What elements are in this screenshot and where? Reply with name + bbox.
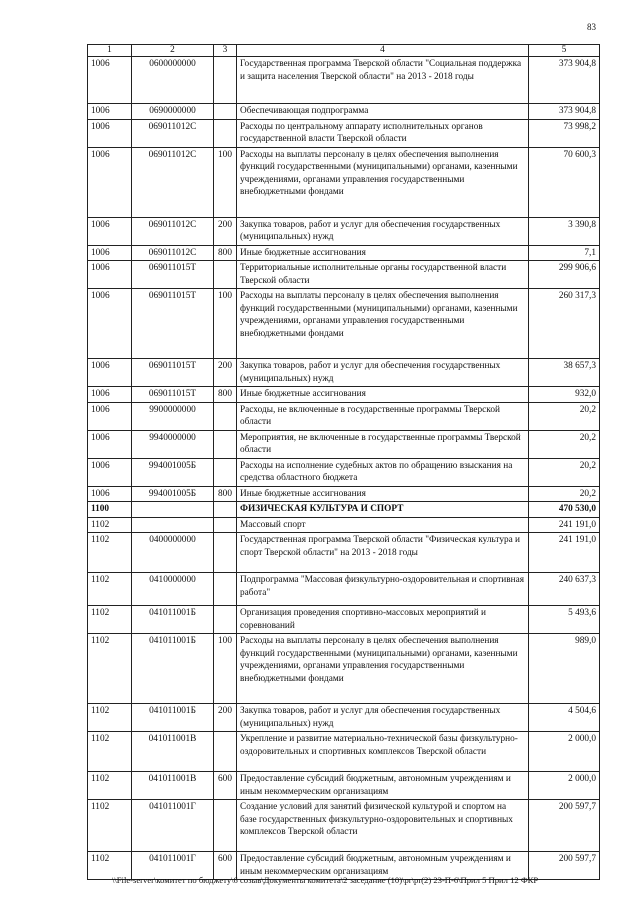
expense-type-cell — [214, 573, 237, 606]
section-code-cell: 1006 — [88, 458, 132, 486]
amount-cell: 299 906,6 — [529, 261, 600, 289]
section-code-cell: 1006 — [88, 359, 132, 387]
section-code-cell: 1100 — [88, 502, 132, 518]
column-header: 2 — [132, 45, 214, 57]
target-article-cell: 069011012С — [132, 147, 214, 217]
table-row — [88, 573, 600, 606]
section-code-cell: 1006 — [88, 402, 132, 430]
table-row — [88, 217, 600, 245]
expense-type-cell — [214, 119, 237, 147]
description-cell: Обеспечивающая подпрограмма — [237, 104, 529, 120]
expense-type-cell: 200 — [214, 217, 237, 245]
expense-type-cell — [214, 402, 237, 430]
description-cell: Предоставление субсидий бюджетным, автономным учреждениям и иным некоммерческим организациям — [237, 772, 529, 800]
description-cell: Расходы, не включенные в государственные программы Тверской области — [237, 402, 529, 430]
section-code-cell: 1006 — [88, 104, 132, 120]
description-cell: Расходы на выплаты персоналу в целях обеспечения выполнения функций государственными (муниципальными) органами, казенными учреждениями, органами управления государственными внебюджетными фондами — [237, 634, 529, 704]
amount-cell: 38 657,3 — [529, 359, 600, 387]
amount-cell: 932,0 — [529, 387, 600, 403]
description-cell: Закупка товаров, работ и услуг для обеспечения государственных (муниципальных) нужд — [237, 704, 529, 732]
amount-cell: 260 317,3 — [529, 289, 600, 359]
amount-cell: 70 600,3 — [529, 147, 600, 217]
expense-type-cell: 200 — [214, 359, 237, 387]
expense-type-cell — [214, 430, 237, 458]
target-article-cell: 069011015Т — [132, 289, 214, 359]
amount-cell: 2 000,0 — [529, 772, 600, 800]
target-article-cell — [132, 502, 214, 518]
target-article-cell — [132, 517, 214, 533]
target-article-cell: 069011012С — [132, 119, 214, 147]
section-code-cell: 1006 — [88, 245, 132, 261]
section-code-cell: 1102 — [88, 573, 132, 606]
amount-cell: 373 904,8 — [529, 57, 600, 104]
amount-cell: 241 191,0 — [529, 533, 600, 573]
section-code-cell: 1006 — [88, 147, 132, 217]
expense-type-cell: 100 — [214, 634, 237, 704]
target-article-cell: 069011012С — [132, 245, 214, 261]
expense-type-cell — [214, 104, 237, 120]
table-row — [88, 289, 600, 359]
description-cell: Предоставление субсидий бюджетным, автономным учреждениям и иным некоммерческим организациям — [237, 852, 529, 880]
section-code-cell: 1102 — [88, 772, 132, 800]
target-article-cell: 0690000000 — [132, 104, 214, 120]
section-code-cell: 1006 — [88, 430, 132, 458]
amount-cell: 373 904,8 — [529, 104, 600, 120]
table-header-row — [88, 45, 600, 57]
description-cell: Иные бюджетные ассигнования — [237, 387, 529, 403]
amount-cell: 20,2 — [529, 486, 600, 502]
table-row — [88, 772, 600, 800]
target-article-cell: 041011001Б — [132, 634, 214, 704]
table-row — [88, 261, 600, 289]
description-cell: Расходы по центральному аппарату исполнительных органов государственной власти Тверской области — [237, 119, 529, 147]
section-code-cell: 1102 — [88, 800, 132, 852]
section-code-cell: 1102 — [88, 533, 132, 573]
table-row — [88, 458, 600, 486]
table-row — [88, 245, 600, 261]
table-row — [88, 634, 600, 704]
table-row — [88, 104, 600, 120]
amount-cell: 200 597,7 — [529, 800, 600, 852]
section-code-cell: 1102 — [88, 732, 132, 772]
expense-type-cell — [214, 606, 237, 634]
description-cell: Иные бюджетные ассигнования — [237, 245, 529, 261]
amount-cell: 3 390,8 — [529, 217, 600, 245]
expense-type-cell: 600 — [214, 852, 237, 880]
description-cell: Расходы на выплаты персоналу в целях обеспечения выполнения функций государственными (муниципальными) органами, казенными учреждениями, органами управления государственными внебюджетными фондами — [237, 147, 529, 217]
description-cell: Закупка товаров, работ и услуг для обеспечения государственных (муниципальных) нужд — [237, 217, 529, 245]
amount-cell: 73 998,2 — [529, 119, 600, 147]
table-row — [88, 57, 600, 104]
table-row — [88, 800, 600, 852]
description-cell: Подпрограмма "Массовая физкультурно-оздоровительная и спортивная работа" — [237, 573, 529, 606]
section-code-cell: 1006 — [88, 486, 132, 502]
table-row — [88, 533, 600, 573]
expense-type-cell — [214, 800, 237, 852]
table-row — [88, 606, 600, 634]
table-row — [88, 402, 600, 430]
file-path-footer: \\File-server\комитет по бюджету\6 созыв\Документы комитета\2 заседание (10)\pr\pr(2) 23-П-6\Прил 5 Прил 12 ФКР — [112, 875, 539, 885]
amount-cell: 20,2 — [529, 458, 600, 486]
section-code-cell: 1102 — [88, 606, 132, 634]
column-header: 3 — [214, 45, 237, 57]
section-code-cell: 1006 — [88, 289, 132, 359]
section-code-cell: 1102 — [88, 517, 132, 533]
target-article-cell: 069011015Т — [132, 387, 214, 403]
target-article-cell: 994001005Б — [132, 486, 214, 502]
expense-type-cell: 100 — [214, 289, 237, 359]
section-code-cell: 1102 — [88, 852, 132, 880]
target-article-cell: 041011001Б — [132, 606, 214, 634]
target-article-cell: 069011015Т — [132, 261, 214, 289]
table-body — [88, 57, 600, 880]
target-article-cell: 9940000000 — [132, 430, 214, 458]
table-row — [88, 704, 600, 732]
table-row — [88, 430, 600, 458]
amount-cell: 470 530,0 — [529, 502, 600, 518]
target-article-cell: 0400000000 — [132, 533, 214, 573]
table-row — [88, 387, 600, 403]
target-article-cell: 041011001В — [132, 732, 214, 772]
amount-cell: 5 493,6 — [529, 606, 600, 634]
column-header: 1 — [88, 45, 132, 57]
description-cell: Расходы на исполнение судебных актов по обращению взыскания на средства областного бюджета — [237, 458, 529, 486]
expense-type-cell — [214, 57, 237, 104]
expense-type-cell: 600 — [214, 772, 237, 800]
amount-cell: 2 000,0 — [529, 732, 600, 772]
expense-type-cell — [214, 261, 237, 289]
section-code-cell: 1006 — [88, 387, 132, 403]
page-number: 83 — [587, 22, 596, 32]
amount-cell: 20,2 — [529, 430, 600, 458]
amount-cell: 241 191,0 — [529, 517, 600, 533]
description-cell: Территориальные исполнительные органы государственной власти Тверской области — [237, 261, 529, 289]
description-cell: Мероприятия, не включенные в государственные программы Тверской области — [237, 430, 529, 458]
table-row — [88, 486, 600, 502]
table-row — [88, 147, 600, 217]
target-article-cell: 041011001Б — [132, 704, 214, 732]
target-article-cell: 0410000000 — [132, 573, 214, 606]
table-row — [88, 732, 600, 772]
description-cell: Государственная программа Тверской области "Физическая культура и спорт Тверской области" на 2013 - 2018 годы — [237, 533, 529, 573]
amount-cell: 989,0 — [529, 634, 600, 704]
section-code-cell: 1006 — [88, 57, 132, 104]
amount-cell: 200 597,7 — [529, 852, 600, 880]
amount-cell: 240 637,3 — [529, 573, 600, 606]
table-row — [88, 517, 600, 533]
description-cell: ФИЗИЧЕСКАЯ КУЛЬТУРА И СПОРТ — [237, 502, 529, 518]
target-article-cell: 9900000000 — [132, 402, 214, 430]
target-article-cell: 069011015Т — [132, 359, 214, 387]
description-cell: Расходы на выплаты персоналу в целях обеспечения выполнения функций государственными (муниципальными) органами, казенными учреждениями, органами управления государственными внебюджетными фондами — [237, 289, 529, 359]
section-code-cell: 1102 — [88, 634, 132, 704]
target-article-cell: 041011001Г — [132, 800, 214, 852]
column-header: 4 — [237, 45, 529, 57]
expense-type-cell: 200 — [214, 704, 237, 732]
description-cell: Закупка товаров, работ и услуг для обеспечения государственных (муниципальных) нужд — [237, 359, 529, 387]
table-row — [88, 119, 600, 147]
target-article-cell: 069011012С — [132, 217, 214, 245]
section-code-cell: 1006 — [88, 217, 132, 245]
budget-table — [87, 44, 600, 880]
expense-type-cell — [214, 458, 237, 486]
amount-cell: 7,1 — [529, 245, 600, 261]
description-cell: Государственная программа Тверской области "Социальная поддержка и защита населения Тверской области" на 2013 - 2018 годы — [237, 57, 529, 104]
description-cell: Иные бюджетные ассигнования — [237, 486, 529, 502]
expense-type-cell — [214, 502, 237, 518]
table-row — [88, 359, 600, 387]
column-header: 5 — [529, 45, 600, 57]
description-cell: Организация проведения спортивно-массовых мероприятий и соревнований — [237, 606, 529, 634]
section-code-cell: 1006 — [88, 119, 132, 147]
description-cell: Укрепление и развитие материально-технической базы физкультурно-оздоровительных и спортивных комплексов Тверской области — [237, 732, 529, 772]
target-article-cell: 0600000000 — [132, 57, 214, 104]
amount-cell: 4 504,6 — [529, 704, 600, 732]
section-code-cell: 1006 — [88, 261, 132, 289]
expense-type-cell: 800 — [214, 245, 237, 261]
description-cell: Массовый спорт — [237, 517, 529, 533]
expense-type-cell: 800 — [214, 486, 237, 502]
amount-cell: 20,2 — [529, 402, 600, 430]
description-cell: Создание условий для занятий физической культурой и спортом на базе государственных физкультурно-оздоровительных и спортивных комплексов Тверской области — [237, 800, 529, 852]
target-article-cell: 041011001В — [132, 772, 214, 800]
expense-type-cell — [214, 517, 237, 533]
target-article-cell: 041011001Г — [132, 852, 214, 880]
target-article-cell: 994001005Б — [132, 458, 214, 486]
expense-type-cell: 100 — [214, 147, 237, 217]
expense-type-cell — [214, 732, 237, 772]
expense-type-cell — [214, 533, 237, 573]
expense-type-cell: 800 — [214, 387, 237, 403]
section-code-cell: 1102 — [88, 704, 132, 732]
table-row — [88, 502, 600, 518]
